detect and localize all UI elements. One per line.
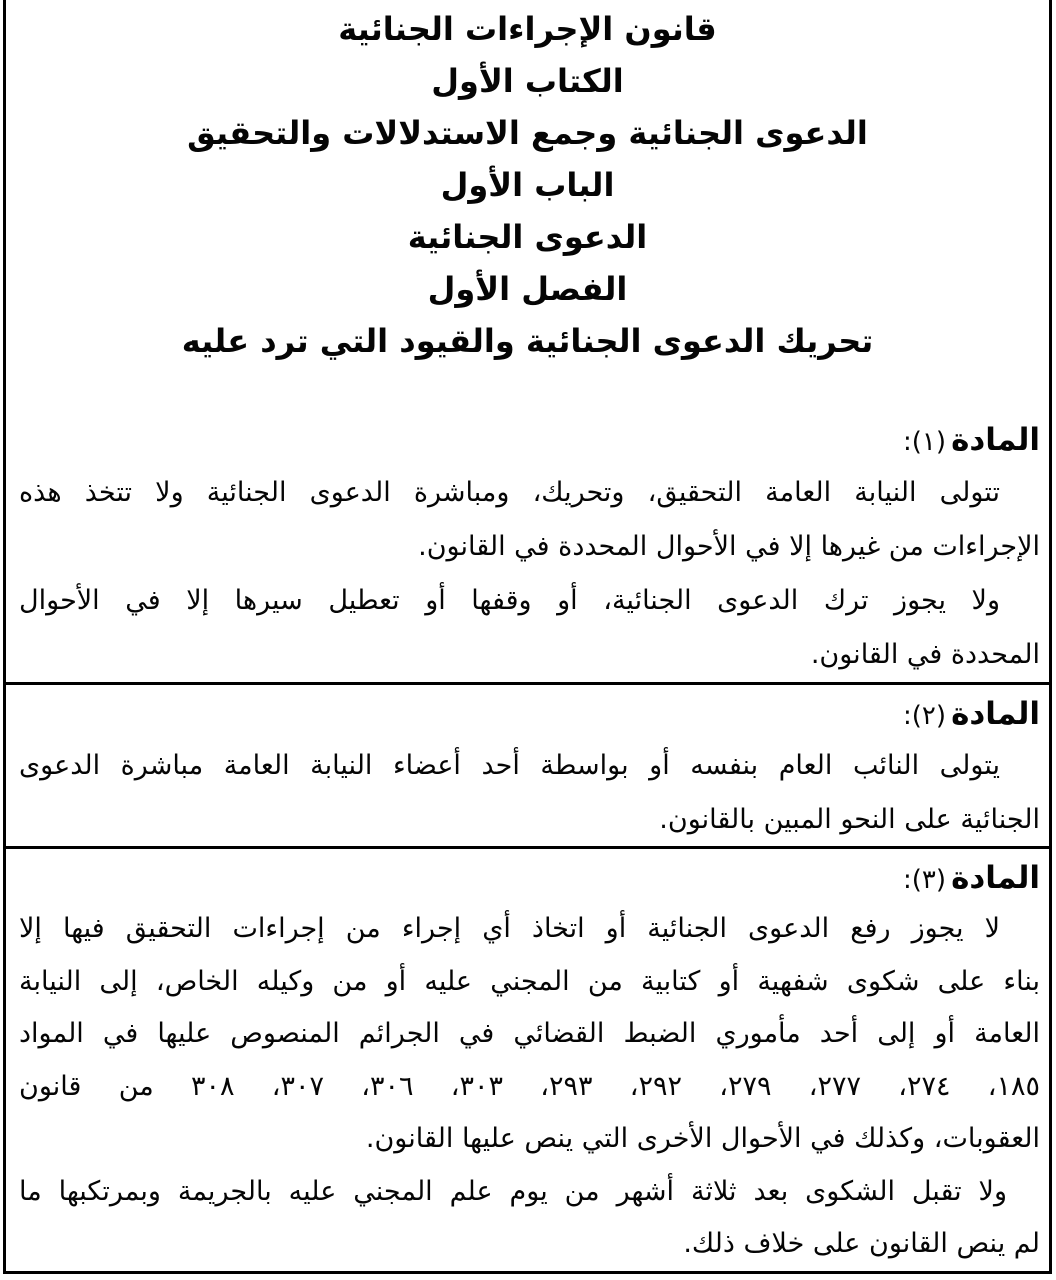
article-number: (١): — [902, 427, 946, 457]
article-label-word: المادة — [951, 696, 1040, 732]
book-title: الكتاب الأول — [431, 62, 624, 100]
article-label — [6, 853, 1049, 903]
paragraph-line: العقوبات، وكذلك في الأحوال الأخرى التي ينص عليها القانون. — [365, 1123, 1040, 1154]
paragraph-line: الجنائية على النحو المبين بالقانون. — [659, 803, 1040, 835]
book-subject: الدعوى الجنائية وجمع الاستدلالات والتحقيق — [187, 114, 868, 152]
law-title: قانون الإجراءات الجنائية — [338, 10, 717, 48]
article-label — [6, 689, 1049, 739]
chapter-title: الفصل الأول — [427, 270, 628, 308]
article-label — [6, 414, 1049, 466]
paragraph-line: لا يجوز رفع الدعوى الجنائية أو اتخاذ أي إجراء من إجراءات التحقيق فيها إلا — [19, 913, 1000, 944]
article-2 — [6, 685, 1049, 849]
chapter-subject: تحريك الدعوى الجنائية والقيود التي ترد عليه — [181, 322, 874, 360]
article-1 — [6, 372, 1049, 685]
part-subject: الدعوى الجنائية — [407, 218, 648, 256]
paragraph-line: يتولى النائب العام بنفسه أو بواسطة أحد أعضاء النيابة العامة مباشرة الدعوى — [19, 750, 1000, 781]
paragraph-line: بناء على شكوى شفهية أو كتابية من المجني عليه أو من وكيله الخاص، إلى النيابة — [19, 965, 1040, 997]
part-title: الباب الأول — [440, 166, 615, 204]
paragraph-line: الإجراءات من غيرها إلا في الأحوال المحددة في القانون. — [418, 531, 1040, 562]
paragraph-line: ولا تقبل الشكوى بعد ثلاثة أشهر من يوم علم المجني عليه بالجريمة وبمرتكبها ما — [19, 1175, 1007, 1207]
article-label-word: المادة — [951, 422, 1040, 458]
document-frame — [3, 0, 1052, 1274]
article-label-word: المادة — [951, 860, 1040, 896]
paragraph-line: لم ينص القانون على خلاف ذلك. — [683, 1228, 1040, 1259]
article-number: (٢): — [902, 701, 946, 731]
paragraph-line: ١٨٥، ٢٧٤، ٢٧٧، ٢٧٩، ٢٩٢، ٢٩٣، ٣٠٣، ٣٠٦، ٣٠٧، ٣٠٨ من قانون — [19, 1070, 1040, 1102]
paragraph-line: المحددة في القانون. — [810, 639, 1040, 670]
article-number: (٣): — [902, 865, 946, 895]
article-3 — [6, 849, 1049, 1274]
paragraph-line: تتولى النيابة العامة التحقيق، وتحريك، ومباشرة الدعوى الجنائية ولا تتخذ هذه — [19, 477, 1000, 508]
paragraph-line: العامة أو إلى أحد مأموري الضبط القضائي في الجرائم المنصوص عليها في المواد — [19, 1018, 1040, 1049]
paragraph-line: ولا يجوز ترك الدعوى الجنائية، أو وقفها أو تعطيل سيرها إلا في الأحوال — [19, 585, 1000, 616]
title-block — [6, 0, 1049, 372]
